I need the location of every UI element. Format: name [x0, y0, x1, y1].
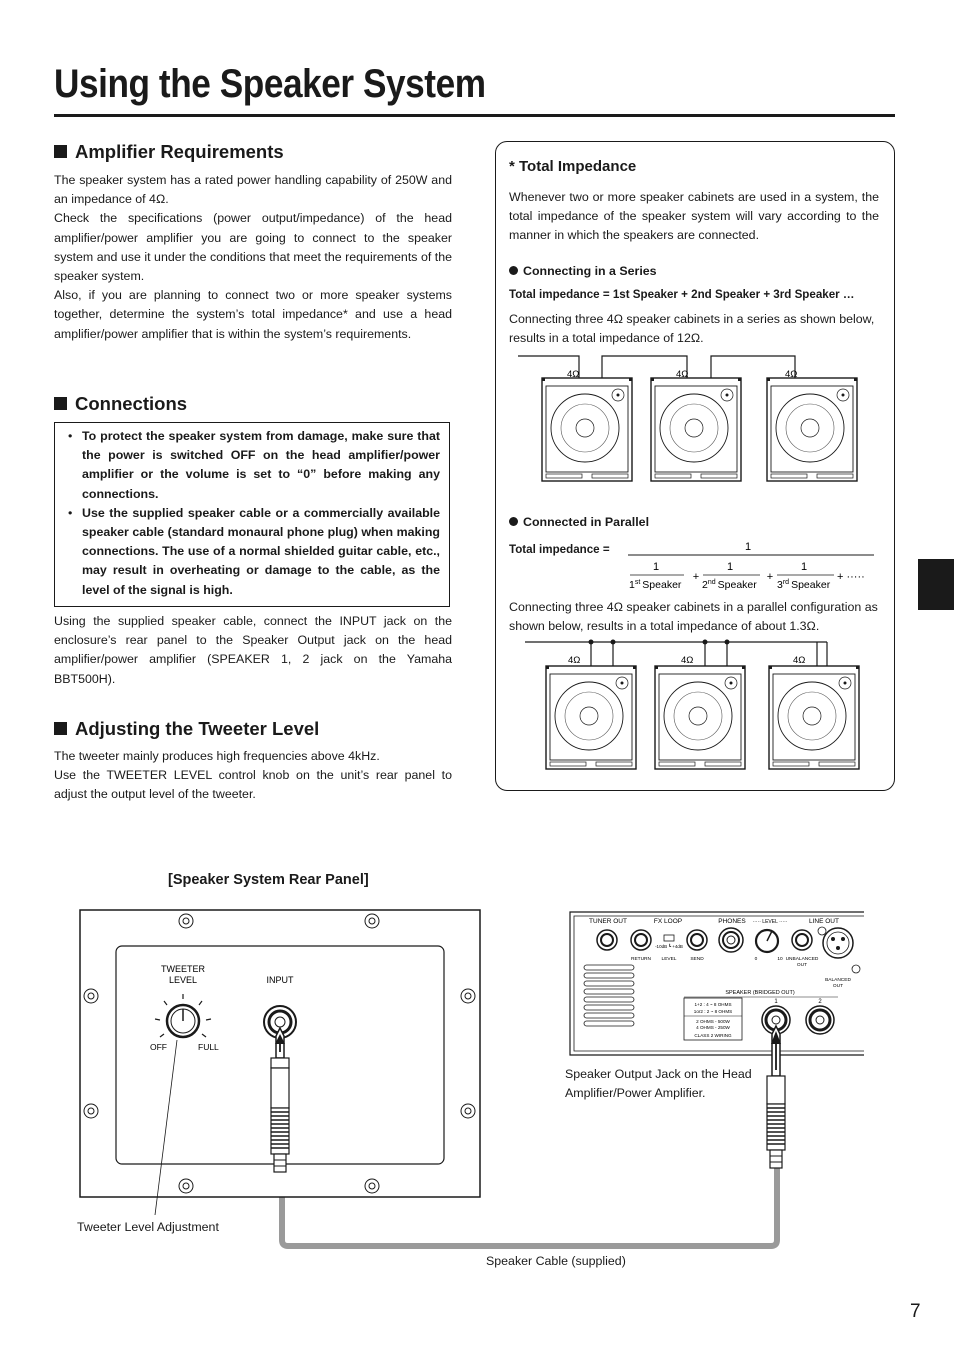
- title-rule: [54, 114, 895, 117]
- amp-paragraph: The speaker system has a rated power handling capability of 250W and an impedance of 4Ω.: [54, 173, 452, 207]
- tweeter-level-label: LEVEL: [168, 975, 198, 985]
- line-level-knob[interactable]: [756, 930, 778, 952]
- fx-loop-label: FX LOOP: [653, 918, 683, 925]
- amp-paragraph: Check the specifications (power output/impedance) of the head amplifier/power amplifier you are going to connect to the speaker system and use it under the conditions that meet the requirements of the speaker system.: [54, 211, 452, 284]
- phones-jack[interactable]: [719, 928, 743, 952]
- formula-ellipsis: + ·····: [837, 571, 865, 583]
- connections-heading: [54, 393, 187, 415]
- full-label: FULL: [198, 1042, 219, 1052]
- formula-term-numerator: 1: [800, 561, 808, 573]
- line-out-label: LINE OUT: [809, 918, 839, 925]
- callout-line-text: Speaker Output Jack on the Head: [565, 1067, 752, 1081]
- speaker-1-label: 1: [774, 999, 778, 1005]
- formula-term-denominator: 1st Speaker: [629, 579, 682, 591]
- ohm-label: 4Ω: [793, 655, 806, 666]
- parallel-heading: [509, 515, 649, 529]
- series-text: Connecting three 4Ω speaker cabinets in a series as shown below, results in a total impedance of 12Ω.: [509, 312, 875, 345]
- level-dots-label: ····· LEVEL ·····: [752, 919, 788, 925]
- send-label: SEND: [690, 957, 704, 962]
- amp-body: [54, 171, 452, 344]
- screw-icon: [84, 1104, 98, 1118]
- speaker-cabinet: [767, 378, 857, 481]
- parallel-heading-text: Connected in Parallel: [523, 515, 650, 529]
- impedance-heading: * Total Impedance: [509, 158, 637, 175]
- db-label: -10dB ┗ +4dB: [655, 944, 683, 949]
- speaker-bridged-label: SPEAKER (BRIDGED OUT): [725, 990, 795, 996]
- return-label: RETURN: [631, 957, 651, 962]
- phones-label: PHONES: [718, 918, 746, 925]
- fx-send-jack[interactable]: [687, 930, 707, 950]
- off-label: OFF: [150, 1042, 167, 1052]
- parallel-diagram: [505, 633, 885, 773]
- spec-text: 4 OHMS - 250W: [696, 1025, 730, 1030]
- page-title: Using the Speaker System: [54, 62, 486, 106]
- callout-line-text: Amplifier/Power Amplifier.: [565, 1086, 706, 1100]
- tweeter-heading: [54, 718, 319, 740]
- parallel-formula-lhs: Total impedance =: [509, 543, 610, 556]
- screw-icon: [179, 1179, 193, 1193]
- square-bullet-icon: [54, 397, 67, 410]
- formula-term-numerator: 1: [726, 561, 734, 573]
- warning-item: [68, 427, 440, 504]
- amplifier-panel: [570, 912, 864, 1055]
- screw-icon: [179, 914, 193, 928]
- series-diagram: [505, 350, 885, 490]
- connections-body: [54, 612, 452, 689]
- formula-plus: +: [692, 571, 700, 583]
- bullet-dot-icon: [509, 266, 518, 275]
- tweeter-paragraph: Use the TWEETER LEVEL control knob on the unit’s rear panel to adjust the output level of the tweeter.: [54, 768, 452, 802]
- balanced-label: BALANCED: [825, 978, 851, 983]
- spec-text: 1+2 : 4 ~ 8 OHMS: [694, 1002, 732, 1007]
- balanced-label: OUT: [832, 984, 844, 989]
- speaker-2-label: 2: [818, 999, 822, 1005]
- tweeter-body: [54, 747, 452, 805]
- series-wire: [602, 356, 687, 380]
- input-label: INPUT: [266, 975, 294, 985]
- speaker-cabinet: [655, 666, 745, 769]
- series-heading: [509, 264, 657, 278]
- warning-box: [54, 422, 450, 607]
- bullet-dot-icon: [509, 517, 518, 526]
- ohm-label: 4Ω: [568, 655, 581, 666]
- speaker-cabinet: [651, 378, 741, 481]
- fx-return-jack[interactable]: [631, 930, 651, 950]
- square-bullet-icon: [54, 722, 67, 735]
- warning-item: [68, 504, 440, 600]
- section-tab: [918, 559, 954, 610]
- connections-heading-text: Connections: [75, 393, 188, 414]
- speaker-cabinet: [769, 666, 859, 769]
- warning-text: To protect the speaker system from damage, make sure that the power is switched OFF on the head amplifier/power amplifier or the volume is set to “0” before making any connections.: [82, 429, 440, 501]
- ohm-label: 4Ω: [567, 369, 580, 380]
- screw-icon: [365, 914, 379, 928]
- tweeter-callout: Tweeter Level Adjustment: [77, 1220, 219, 1234]
- unbalanced-label: OUT: [796, 963, 808, 968]
- speaker-cabinet: [546, 666, 636, 769]
- parallel-formula: [620, 537, 882, 595]
- spec-text: 2 OHMS - 500W: [696, 1019, 730, 1024]
- amp-paragraph: Also, if you are planning to connect two or more speaker systems together, determine the system’s total impedance* and use a head amplifier/power amplifier that is within the system’s requirements.: [54, 288, 452, 341]
- formula-plus: +: [766, 571, 774, 583]
- level-label: LEVEL: [661, 957, 677, 962]
- ohm-label: 4Ω: [681, 655, 694, 666]
- series-heading-text: Connecting in a Series: [523, 264, 657, 278]
- amp-heading: [54, 141, 284, 163]
- series-wire: [711, 356, 798, 380]
- screw-icon: [365, 1179, 379, 1193]
- screw-icon: [461, 989, 475, 1003]
- formula-numerator: 1: [744, 541, 752, 553]
- cable-callout: Speaker Cable (supplied): [486, 1254, 626, 1268]
- formula-term-denominator: 2nd Speaker: [702, 579, 757, 591]
- ohm-label: 4Ω: [676, 369, 689, 380]
- parallel-text: Connecting three 4Ω speaker cabinets in a parallel configuration as shown below, results in a total impedance of about 1.3Ω.: [509, 600, 878, 633]
- tweeter-paragraph: The tweeter mainly produces high frequencies above 4kHz.: [54, 749, 380, 763]
- amp-output-callout: [565, 1065, 785, 1103]
- connections-paragraph: Using the supplied speaker cable, connect the INPUT jack on the enclosure’s rear panel to the Speaker Output jack on the head amplifier/power amplifier (SPEAKER 1, 2 jack on the Yamaha BBT500H).: [54, 614, 452, 686]
- tuner-out-jack[interactable]: [597, 930, 617, 950]
- ohm-label: 4Ω: [785, 369, 798, 380]
- tweeter-heading-text: Adjusting the Tweeter Level: [75, 718, 320, 739]
- unbalanced-label: UNBALANCED: [785, 957, 819, 962]
- bullet: •: [68, 429, 73, 443]
- unbalanced-out-jack[interactable]: [792, 930, 812, 950]
- ten-label: 10: [777, 957, 783, 962]
- page-number: 7: [910, 1301, 921, 1322]
- speaker-cabinet: [542, 378, 632, 481]
- bullet: •: [68, 505, 73, 520]
- balanced-out-jack[interactable]: [823, 928, 853, 958]
- screw-icon: [84, 989, 98, 1003]
- square-bullet-icon: [54, 145, 67, 158]
- tuner-out-label: TUNER OUT: [589, 918, 627, 925]
- tweeter-level-label: TWEETER: [161, 964, 205, 974]
- formula-term-numerator: 1: [652, 561, 660, 573]
- spec-text: 1or2 : 2 ~ 8 OHMS: [693, 1009, 733, 1014]
- level-switch[interactable]: [664, 935, 674, 941]
- speaker-2-jack[interactable]: [806, 1006, 834, 1034]
- series-formula: Total impedance = 1st Speaker + 2nd Speaker + 3rd Speaker …: [509, 288, 855, 301]
- screw-icon: [461, 1104, 475, 1118]
- amp-heading-text: Amplifier Requirements: [75, 141, 284, 162]
- formula-term-denominator: 3rd Speaker: [777, 579, 831, 591]
- impedance-intro: Whenever two or more speaker cabinets are used in a system, the total impedance of the speaker system will vary according to the manner in which the speakers are connected.: [509, 190, 879, 242]
- warning-text: Use the supplied speaker cable or a commercially available speaker cable (standard monaural phone plug) when making connections. The use of a normal shielded guitar cable, etc., may result in overheating or damage to the cable, as the level of the signal is high.: [82, 505, 440, 597]
- spec-text: CLASS 2 WIRING: [694, 1033, 732, 1038]
- zero-label: 0: [754, 957, 758, 962]
- rear-panel-caption: [Speaker System Rear Panel]: [168, 872, 369, 888]
